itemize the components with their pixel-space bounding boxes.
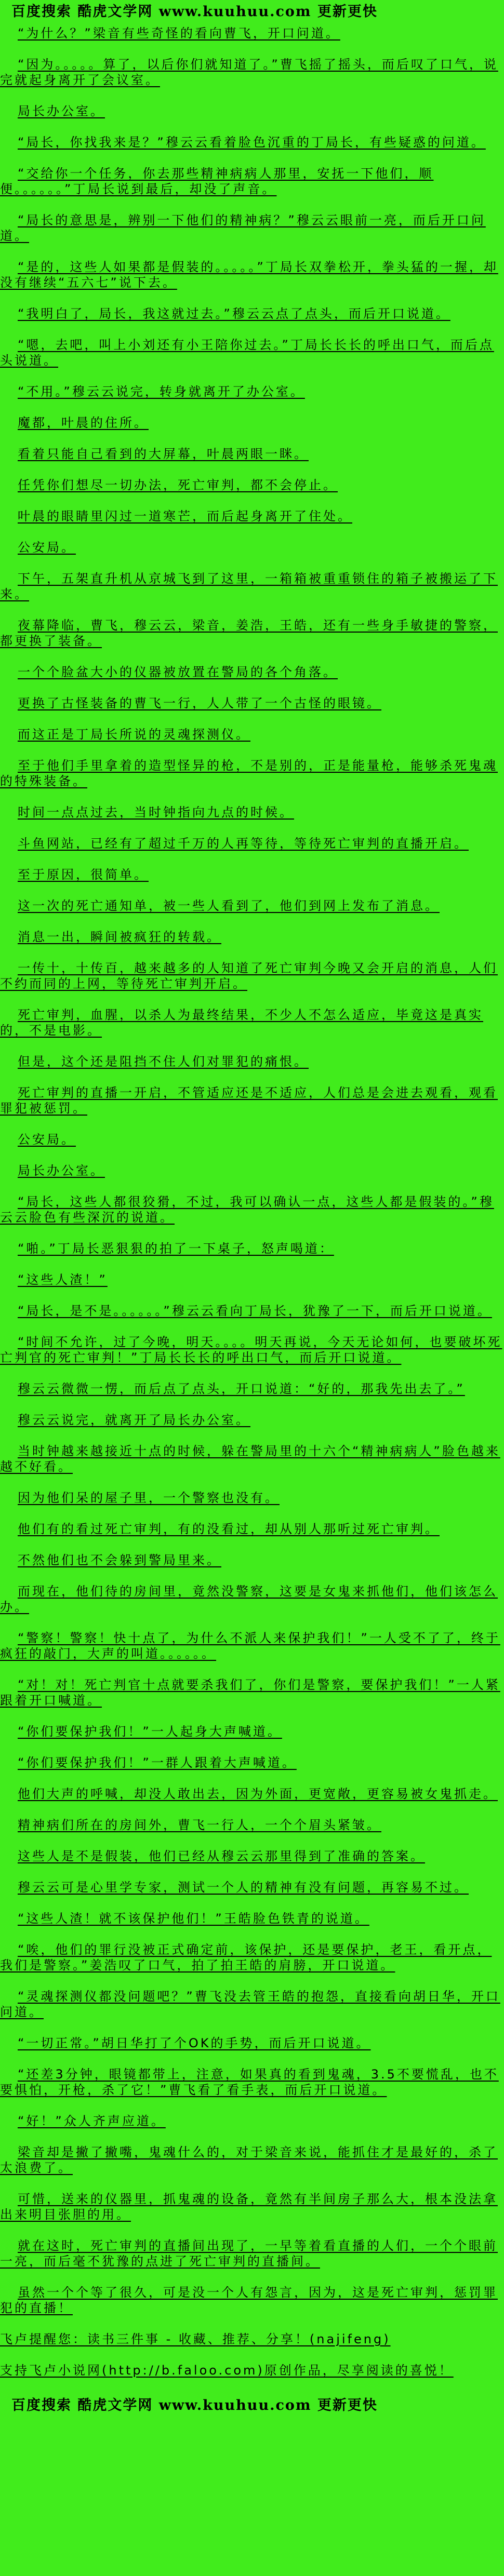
paragraph: “这些人渣！” (18, 1272, 108, 1287)
paragraph: 但是，这个还是阻挡不住人们对罪犯的痛恨。 (18, 1054, 309, 1069)
paragraph: 公安局。 (18, 1132, 76, 1147)
paragraph: 时间一点点过去，当时钟指向九点的时候。 (18, 805, 294, 820)
paragraph: 而这正是丁局长所说的灵魂探测仪。 (18, 727, 250, 742)
paragraph: “嗯，去吧，叫上小刘还有小王陪你过去。”丁局长长长的呼出口气，而后点头说道。 (0, 338, 494, 368)
paragraph: 至于原因，很简单。 (18, 867, 149, 882)
paragraph: 他们大声的呼喊，却没人敢出去，因为外面，更宽敞，更容易被女鬼抓走。 (18, 1787, 498, 1801)
paragraph: 这些人是不是假装，他们已经从穆云云那里得到了准确的答案。 (18, 1849, 425, 1863)
paragraph: 穆云云说完，就离开了局长办公室。 (18, 1413, 250, 1427)
paragraph: “好！”众人齐声应道。 (18, 2114, 166, 2128)
paragraph: “局长，你找我来是？”穆云云看着脸色沉重的丁局长，有些疑惑的问道。 (18, 135, 486, 150)
paragraph: 魔都，叶晨的住所。 (18, 415, 149, 430)
paragraph: “这些人渣！就不该保护他们！”王皓脸色铁青的说道。 (18, 1911, 369, 1926)
paragraph: “因为。。。。。算了，以后你们就知道了。”曹飞摇了摇头，而后叹了口气，说完就起身离开了会议室。 (0, 57, 498, 87)
paragraph: 死亡审判，血腥，以杀人为最终结果，不少人不怎么适应，毕竟这是真实的，不是电影。 (0, 1008, 483, 1038)
paragraph: “我明白了，局长，我这就过去。”穆云云点了点头，而后开口说道。 (18, 306, 450, 321)
paragraph: 叶晨的眼睛里闪过一道寒芒，而后起身离开了住处。 (18, 509, 352, 524)
paragraph: 看着只能自己看到的大屏幕，叶晨两眼一眯。 (18, 447, 309, 461)
paragraph: 就在这时，死亡审判的直播间出现了，一早等着看直播的人们，一个个眼前一亮，而后毫不犹豫的点进了死亡审判的直播间。 (0, 2238, 498, 2269)
paragraph: 局长办公室。 (18, 104, 105, 118)
paragraph: “局长，这些人都很狡猾，不过，我可以确认一点，这些人都是假装的。”穆云云脸色有些深沉的说道。 (0, 1195, 494, 1225)
paragraph: 斗鱼网站，已经有了超过千万的人再等待，等待死亡审判的直播开启。 (18, 836, 469, 851)
paragraph: “对！对！死亡判官十点就要杀我们了，你们是警察，要保护我们！”一人紧跟着开口喊道。 (0, 1678, 500, 1708)
paragraph: 一传十，十传百，越来越多的人知道了死亡审判今晚又会开启的消息，人们不约而同的上网，等待死亡审判开启。 (0, 961, 498, 991)
paragraph: “一切正常。”胡日华打了个OK的手势，而后开口说道。 (18, 2036, 371, 2050)
paragraph: 死亡审判的直播一开启，不管适应还是不适应，人们总是会进去观看，观看罪犯被惩罚。 (0, 1085, 498, 1116)
paragraph: “你们要保护我们！”一人起身大声喊道。 (18, 1724, 282, 1739)
paragraph: “灵魂探测仪都没问题吧？”曹飞没去管王皓的抱怨，直接看向胡日华，开口问道。 (0, 1989, 500, 2019)
site-banner-top: 百度搜索 酷虎文学网 www.kuuhuu.com 更新更快 (11, 4, 378, 20)
paragraph: 任凭你们想尽一切办法，死亡审判，都不会停止。 (18, 478, 338, 492)
paragraph: “为什么？”梁音有些奇怪的看向曹飞，开口问道。 (18, 26, 340, 41)
paragraph: 虽然一个个等了很久，可是没一个人有怨言，因为，这是死亡审判，惩罚罪犯的直播！ (0, 2285, 498, 2315)
paragraph: 可惜，送来的仪器里，抓鬼魂的设备，竟然有半间房子那么大，根本没法拿出来明目张胆的用。 (0, 2192, 498, 2222)
paragraph: 因为他们呆的屋子里，一个警察也没有。 (18, 1491, 280, 1505)
site-banner-bottom: 百度搜索 酷虎文学网 www.kuuhuu.com 更新更快 (11, 2397, 378, 2413)
paragraph: 穆云云微微一愣，而后点了点头，开口说道：“好的，那我先出去了。” (18, 1381, 465, 1396)
paragraph: 更换了古怪装备的曹飞一行，人人带了一个古怪的眼镜。 (18, 696, 381, 710)
paragraph: 一个个脸盆大小的仪器被放置在警局的各个角落。 (18, 665, 338, 679)
paragraph: “唉，他们的罪行没被正式确定前，该保护，还是要保护，老王，看开点，我们是警察。”姜浩叹了口气，拍了拍王皓的肩膀，开口说道。 (0, 1942, 492, 1973)
paragraph: 穆云云可是心里学专家，测试一个人的精神有没有问题，再容易不过。 (18, 1880, 469, 1895)
paragraph: 精神病们所在的房间外，曹飞一行人，一个个眉头紧皱。 (18, 1818, 381, 1832)
paragraph: “局长的意思是，辨别一下他们的精神病？”穆云云眼前一亮，而后开口问道。 (0, 213, 486, 243)
paragraph: 局长办公室。 (18, 1163, 105, 1178)
paragraph: 而现在，他们待的房间里，竟然没警察，这要是女鬼来抓他们，他们该怎么办。 (0, 1584, 498, 1614)
paragraph: 夜幕降临，曹飞，穆云云，梁音，姜浩，王皓，还有一些身手敏捷的警察，都更换了装备。 (0, 618, 498, 648)
paragraph: “不用。”穆云云说完，转身就离开了办公室。 (18, 384, 305, 399)
paragraph: 下午，五架直升机从京城飞到了这里，一箱箱被重重锁住的箱子被搬运了下来。 (0, 571, 498, 601)
paragraph: “啪。”丁局长恶狠狠的拍了一下桌子，怒声喝道： (18, 1241, 334, 1256)
paragraph: 他们有的看过死亡审判，有的没看过，却从别人那听过死亡审判。 (18, 1522, 440, 1536)
paragraph: “警察！警察！快十点了，为什么不派人来保护我们！”一人受不了了，终于疯狂的敲门，大声的叫道。。。。。。 (0, 1631, 500, 1661)
paragraph: “局长，是不是。。。。。。”穆云云看向丁局长，犹豫了一下，而后开口说道。 (18, 1304, 492, 1318)
paragraph: 梁音却是撇了撇嘴，鬼魂什么的，对于梁音来说，能抓住才是最好的，杀了太浪费了。 (0, 2145, 498, 2175)
paragraph: 至于他们手里拿着的造型怪异的枪，不是别的，正是能量枪，能够杀死鬼魂的特殊装备。 (0, 758, 498, 788)
novel-text (0, 21, 504, 2378)
paragraph: 飞卢提醒您：读书三件事 - 收藏、推荐、分享！(najifeng) (0, 2332, 391, 2346)
paragraph: “是的，这些人如果都是假装的。。。。。”丁局长双拳松开，拳头猛的一握，却没有继续“五六七”说下去。 (0, 260, 498, 290)
paragraph: 消息一出，瞬间被疯狂的转载。 (18, 930, 221, 944)
paragraph: “交给你一个任务，你去那些精神病病人那里，安抚一下他们，顺便。。。。。。”丁局长说到最后，却没了声音。 (0, 166, 434, 196)
paragraph: 这一次的死亡通知单，被一些人看到了，他们到网上发布了消息。 (18, 898, 440, 913)
paragraph: 公安局。 (18, 540, 76, 555)
paragraph: “你们要保护我们！”一群人跟着大声喊道。 (18, 1755, 297, 1770)
paragraph: “还差3分钟，眼镜都带上，注意，如果真的看到鬼魂，3.5不要慌乱，也不要惧怕，开枪，杀了它！”曹飞看了看手表，而后开口说道。 (0, 2067, 499, 2097)
paragraph: “时间不允许，过了今晚，明天。。。。明天再说，今天无论如何，也要破坏死亡判官的死亡审判！”丁局长长长的呼出口气，而后开口说道。 (0, 1335, 502, 1365)
paragraph: 不然他们也不会躲到警局里来。 (18, 1553, 221, 1567)
paragraph: 支持飞卢小说网(http://b.faloo.com)原创作品，尽享阅读的喜悦！ (0, 2363, 454, 2378)
paragraph-list (0, 25, 504, 2378)
paragraph: 当时钟越来越接近十点的时候，躲在警局里的十六个“精神病病人”脸色越来越不好看。 (0, 1444, 500, 1474)
